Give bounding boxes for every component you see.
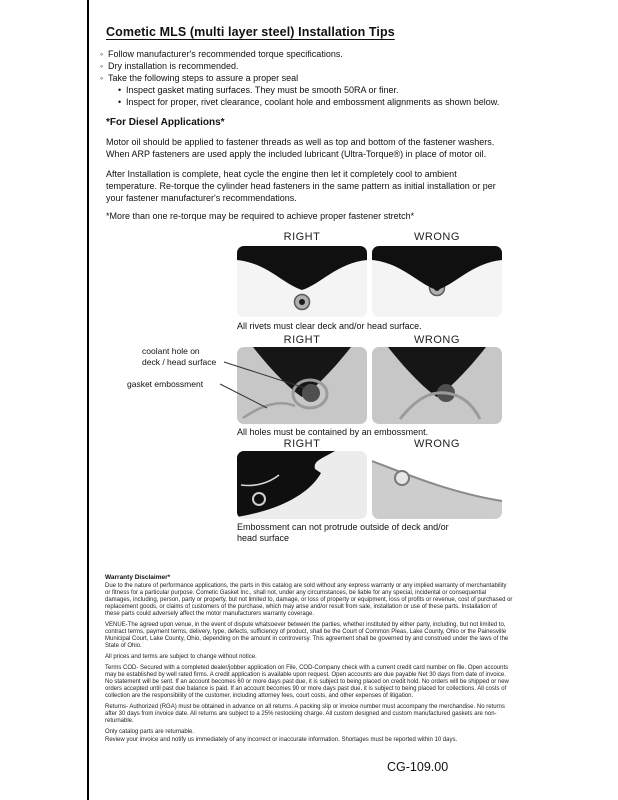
embossment-contain-wrong-icon (372, 347, 502, 424)
diesel-paragraph: Motor oil should be applied to fastener threads as well as top and bottom of the fastener washers. When ARP fasteners are used apply the included lubricant (Ultra-Torque®) in place of motor oil. (106, 137, 495, 159)
retorque-note: *More than one re-torque may be required to achieve proper fastener stretch* (106, 211, 415, 221)
heat-cycle-paragraph: After Installation is complete, heat cycle the engine then let it completely cool to ambient temperature. Re-torque the cylinder head fasteners in the same pattern as initial installation or per your fastener manufacturer's recommendations. (106, 169, 496, 203)
legal-text-block (105, 583, 513, 748)
protrude-wrong-diagram (372, 451, 502, 519)
row1-caption: All rivets must clear deck and/or head surface. (237, 321, 422, 331)
rivet-clear-right-diagram (237, 246, 367, 317)
callout-pointer-lines (215, 355, 315, 415)
row3-right-label: RIGHT (283, 438, 321, 450)
sub-tip-text: Inspect for proper, rivet clearance, coolant hole and embossment alignments as shown below. (126, 97, 500, 107)
sub-tip-text: Inspect gasket mating surfaces. They must be smooth 50RA or finer. (126, 85, 399, 95)
installation-tips-list (100, 48, 510, 108)
row2-right-label: RIGHT (283, 334, 321, 346)
embossment-contain-wrong-diagram (372, 347, 502, 424)
row3-wrong-label: WRONG (414, 438, 460, 450)
rivet-clear-wrong-diagram (372, 246, 502, 317)
row2-wrong-label: WRONG (414, 334, 460, 346)
coolant-hole-label-line2: deck / head surface (142, 357, 217, 367)
list-item (100, 60, 510, 72)
filled-bullet-icon (118, 84, 126, 96)
page-edge-rule (87, 0, 89, 800)
legal-paragraph: Review your invoice and notify us immediately of any incorrect or inaccurate information. Shortages must be reported within 10 days. (105, 736, 458, 743)
coolant-hole-label: coolant hole on (142, 346, 200, 356)
list-item (100, 72, 510, 84)
legal-paragraph: Terms COD- Secured with a completed dealer/jobber application on File, COD-Company check with a current credit card number on file. Open accounts may be established by well rated firms. A credit application is available upon request. Open accounts are due payable Net 30 days from date of invoice. No statement will be sent. If an account becomes 60 or more days past due, it is subject to being placed on credit hold. No orders will be shipped or new orders accepted until past due balance is paid. If an account becomes 90 or more days past due, it is subject to being placed for collections. All costs of collection are the responsibility of the customer, including attorney fees, court costs, and other expenses of litigation. (105, 665, 509, 699)
protrude-right-icon (237, 451, 367, 519)
list-item (118, 96, 510, 108)
legal-paragraph: Due to the nature of performance applications, the parts in this catalog are sold without any express warranty or any implied warranty of merchantability or fitness for a particular purpose. Cometic Gasket Inc., shall not, under any circumstances, be liable for any special, incidental or consequential damages, including, person, party or property, but not limited to, damage, or loss of property or equipment, loss of profits or revenue, cost of purchased or replacement goods, or claims of customers of the purchase, which may arise and/or result from sale, installation or use of these parts. Installation of these parts could adversely affect the motor manufacturers warranty coverage. (105, 583, 513, 617)
protrude-wrong-icon (372, 451, 502, 519)
tip-text: Take the following steps to assure a proper seal (108, 73, 299, 83)
protrude-right-diagram (237, 451, 367, 519)
catalog-page-code: CG-109.00 (387, 760, 449, 774)
legal-paragraph: All prices and terms are subject to change without notice. (105, 654, 257, 660)
open-bullet-icon (100, 48, 108, 60)
row1-right-label: RIGHT (283, 231, 321, 243)
page-title: Cometic MLS (multi layer steel) Installation Tips (106, 25, 395, 39)
row3-caption: Embossment can not protrude outside of deck and/or head surface (237, 522, 449, 543)
tip-text: Follow manufacturer's recommended torque specifications. (108, 49, 343, 59)
rivet-clear-wrong-icon (372, 246, 502, 317)
list-item (118, 84, 510, 96)
gasket-embossment-label: gasket embossment (127, 379, 204, 389)
filled-bullet-icon (118, 96, 126, 108)
open-bullet-icon (100, 72, 108, 84)
legal-paragraph: Only catalog parts are returnable. (105, 729, 195, 735)
list-item (100, 48, 510, 60)
row1-wrong-label: WRONG (414, 231, 460, 243)
warranty-disclaimer-heading: Warranty Disclaimer* (105, 574, 171, 581)
open-bullet-icon (100, 60, 108, 72)
legal-paragraph: Returns- Authorized (RGA) must be obtained in advance on all returns. A packing slip or invoice number must accompany the merchandise. No returns after 30 days from invoice date. All returns are subject to a 25% restocking charge. All custom designed and custom manufactured gaskets are non-returnable. (105, 704, 505, 724)
row2-caption: All holes must be contained by an embossment. (237, 427, 429, 437)
diesel-applications-heading: *For Diesel Applications* (106, 117, 225, 128)
tip-text: Dry installation is recommended. (108, 61, 239, 71)
legal-paragraph: VENUE-The agreed upon venue, in the event of dispute whatsoever between the parties, whether instituted by either party, including, but not limited to, contract terms, payment terms, delivery, type, defects, sufficiency of product, shall be the Court of Common Pleas, Lake County, Ohio or the Painesville Municipal Court, Lake County, Ohio, depending on the amount in controversy. This agreement shall be governed by and construed under the laws of the State of Ohio. (105, 622, 509, 649)
rivet-clear-right-icon (237, 246, 367, 317)
